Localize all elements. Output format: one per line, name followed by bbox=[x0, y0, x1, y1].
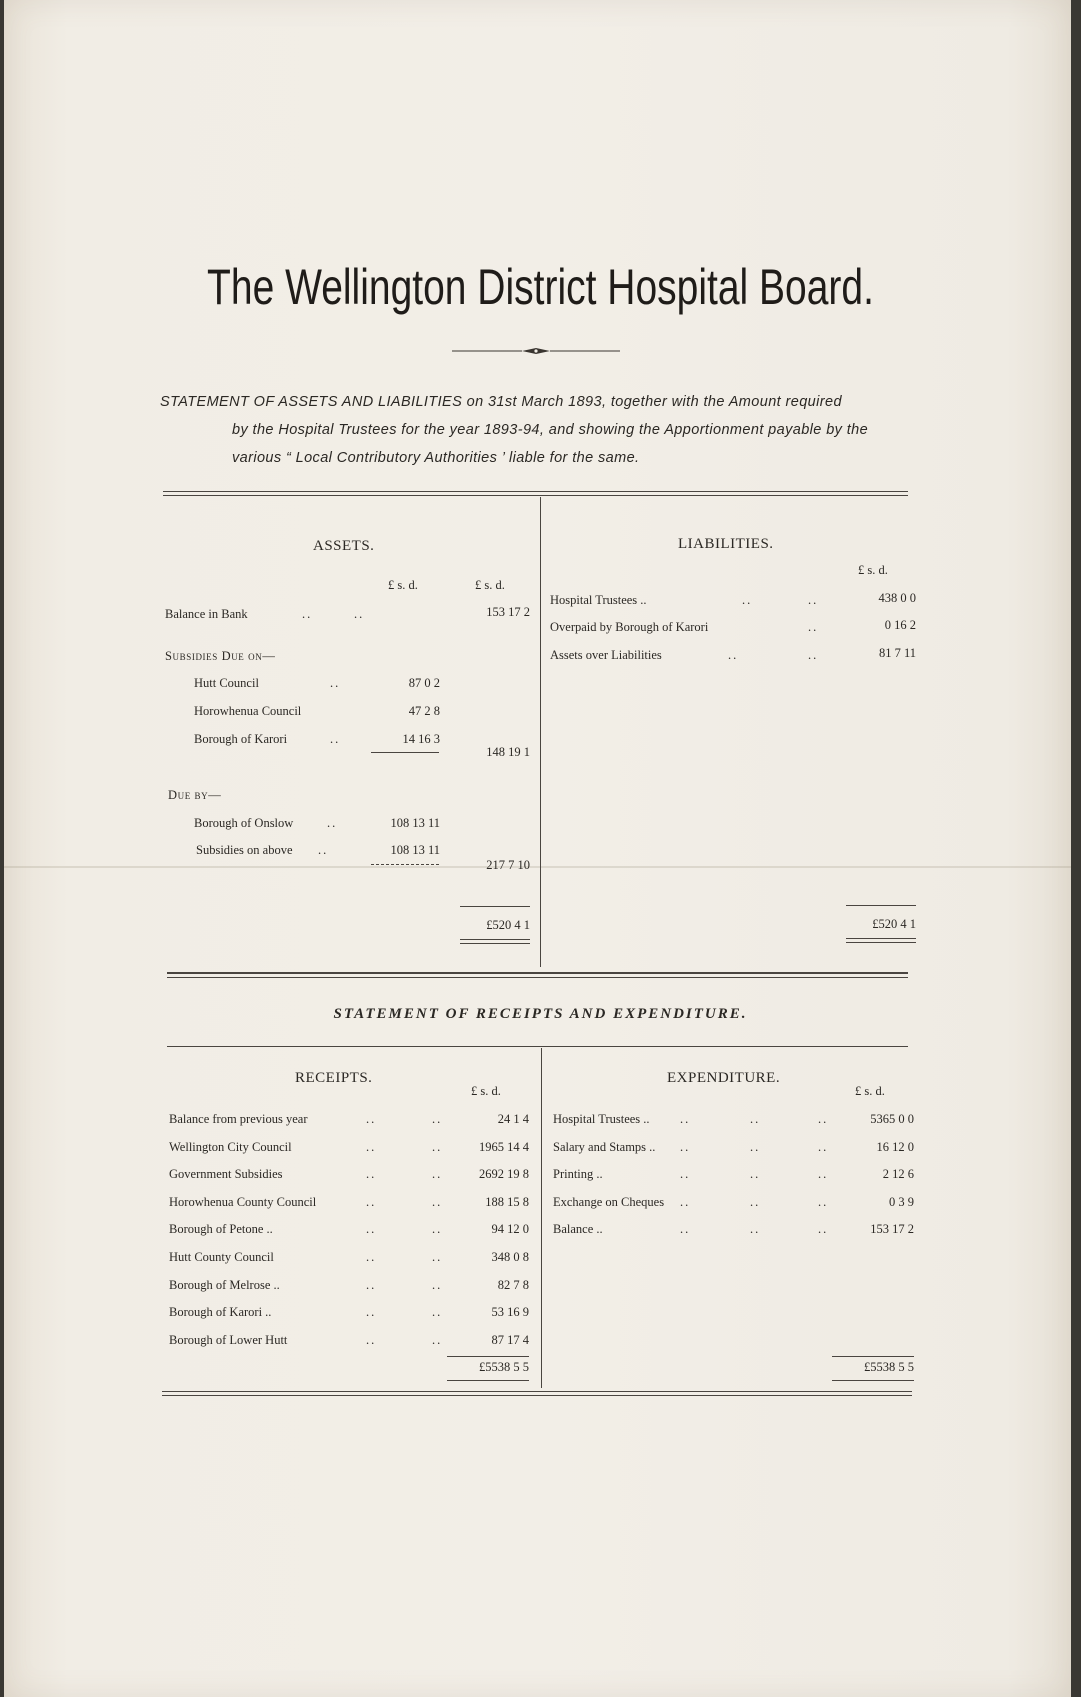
rule-top-2 bbox=[163, 495, 908, 496]
leader-dots: .. bbox=[432, 1332, 443, 1347]
due-by-subtotal-rule bbox=[371, 864, 439, 865]
leader-dots: .. bbox=[432, 1250, 443, 1264]
leader-dots: .. bbox=[432, 1277, 443, 1292]
subsidy-horowhenua-label: Horowhenua Council bbox=[194, 704, 302, 718]
expenditure-total-rule-top bbox=[832, 1356, 914, 1357]
receipts-row-value: 188 15 8 bbox=[485, 1194, 529, 1209]
expenditure-total: £5538 5 5 bbox=[864, 1360, 914, 1374]
leader-dots: .. bbox=[742, 593, 753, 607]
leader-dots: .. bbox=[366, 1250, 377, 1264]
expenditure-row-value: 2 12 6 bbox=[882, 1167, 914, 1182]
leader-dots: .. bbox=[432, 1167, 443, 1182]
expenditure-col-head: £ s. d. bbox=[855, 1084, 885, 1098]
liabilities-total: £520 4 1 bbox=[872, 917, 916, 931]
liabilities-heading: LIABILITIES. bbox=[678, 536, 774, 552]
leader-dots: .. bbox=[432, 1112, 443, 1126]
intro-line-1: STATEMENT OF ASSETS AND LIABILITIES on 31st March 1893, together with the Amount required bbox=[160, 394, 842, 410]
expenditure-row-label: Salary and Stamps .. bbox=[553, 1139, 656, 1154]
receipts-total: £5538 5 5 bbox=[479, 1360, 529, 1374]
leader-dots: .. bbox=[680, 1167, 691, 1182]
receipts-row-value: 348 0 8 bbox=[491, 1250, 529, 1264]
receipts-row-label: Hutt County Council bbox=[169, 1250, 274, 1264]
leader-dots: .. bbox=[818, 1167, 829, 1182]
balance-in-bank-label: Balance in Bank bbox=[165, 607, 248, 621]
leader-dots: .. bbox=[432, 1222, 443, 1237]
subsidies-subtotal-rule bbox=[371, 752, 439, 753]
leader-dots: .. bbox=[680, 1194, 691, 1209]
receipts-row-label: Borough of Petone .. bbox=[169, 1222, 273, 1237]
leader-dots: .. bbox=[728, 648, 739, 662]
assets-col-head-2: £ s. d. bbox=[475, 578, 505, 592]
subsidies-total: 148 19 1 bbox=[486, 745, 530, 759]
receipts-row-value: 53 16 9 bbox=[491, 1305, 529, 1320]
receipts-row-value: 87 17 4 bbox=[491, 1332, 529, 1347]
receipts-total-rule-bottom bbox=[447, 1380, 529, 1381]
subsidy-karori-value: 14 16 3 bbox=[402, 732, 440, 746]
leader-dots: .. bbox=[366, 1167, 377, 1182]
liability-assets-over-value: 81 7 11 bbox=[878, 646, 916, 660]
receipts-row-label: Borough of Lower Hutt bbox=[169, 1332, 288, 1347]
expenditure-row-value: 0 3 9 bbox=[889, 1194, 914, 1209]
receipts-row-value: 82 7 8 bbox=[497, 1277, 529, 1292]
leader-dots: .. bbox=[818, 1112, 829, 1126]
leader-dots: .. bbox=[432, 1305, 443, 1320]
intro-line-2: by the Hospital Trustees for the year 1893-94, and showing the Apportionment payable by the bbox=[232, 422, 869, 438]
leader-dots: .. bbox=[432, 1194, 443, 1209]
leader-dots: .. bbox=[432, 1139, 443, 1154]
leader-dots: .. bbox=[750, 1139, 761, 1154]
leader-dots: .. bbox=[818, 1139, 829, 1154]
assets-total-rule-top bbox=[460, 906, 530, 907]
leader-dots: .. bbox=[366, 1277, 377, 1292]
liability-trustees-value: 438 0 0 bbox=[878, 591, 916, 605]
due-onslow-label: Borough of Onslow bbox=[194, 816, 294, 830]
leader-dots: .. bbox=[818, 1194, 829, 1209]
rule-bottom-2 bbox=[162, 1395, 912, 1396]
rule-top bbox=[163, 491, 908, 492]
receipts-row-label: Horowhenua County Council bbox=[169, 1194, 317, 1209]
leader-dots: .. bbox=[330, 732, 341, 746]
leader-dots: .. bbox=[366, 1222, 377, 1237]
intro-line-3: various “ Local Contributory Authorities ’ liable for the same. bbox=[232, 450, 640, 466]
rule-bottom bbox=[162, 1391, 912, 1392]
leader-dots: .. bbox=[366, 1112, 377, 1126]
liability-karori-label: Overpaid by Borough of Karori bbox=[550, 620, 709, 634]
fold-line bbox=[4, 866, 1071, 868]
liabilities-total-rule-top bbox=[846, 905, 916, 906]
leader-dots: .. bbox=[750, 1222, 761, 1237]
assets-col-head-1: £ s. d. bbox=[388, 578, 418, 592]
leader-dots: .. bbox=[330, 676, 341, 690]
liability-assets-over-label: Assets over Liabilities bbox=[550, 648, 662, 662]
receipts-row-value: 94 12 0 bbox=[491, 1222, 529, 1237]
subsidies-due-label: Subsidies Due on— bbox=[165, 649, 276, 663]
rule-middle-2 bbox=[167, 977, 908, 978]
due-by-label: Due by— bbox=[168, 788, 222, 802]
subsidy-hutt-label: Hutt Council bbox=[194, 676, 259, 690]
due-onslow-value: 108 13 11 bbox=[390, 816, 440, 830]
assets-total-rule-bottom-2 bbox=[460, 943, 530, 944]
receipts-row-value: 2692 19 8 bbox=[479, 1167, 529, 1182]
expenditure-row-label: Printing .. bbox=[553, 1167, 603, 1182]
document-title: The Wellington District Hospital Board. bbox=[207, 259, 874, 315]
leader-dots: .. bbox=[808, 593, 819, 607]
title-ornament-divider bbox=[452, 347, 620, 355]
receipts-row-label: Wellington City Council bbox=[169, 1139, 292, 1154]
subsidy-hutt-value: 87 0 2 bbox=[408, 676, 440, 690]
liability-karori-value: 0 16 2 bbox=[884, 618, 916, 632]
expenditure-row-value: 5365 0 0 bbox=[870, 1112, 914, 1126]
expenditure-total-rule-bottom bbox=[832, 1380, 914, 1381]
leader-dots: .. bbox=[366, 1139, 377, 1154]
receipts-row-value: 24 1 4 bbox=[497, 1112, 529, 1126]
receipts-heading: RECEIPTS. bbox=[295, 1070, 373, 1086]
leader-dots: .. bbox=[750, 1167, 761, 1182]
leader-dots: .. bbox=[680, 1222, 691, 1237]
leader-dots: .. bbox=[680, 1112, 691, 1126]
subsidy-karori-label: Borough of Karori bbox=[194, 732, 288, 746]
expenditure-row-value: 153 17 2 bbox=[870, 1222, 914, 1237]
liabilities-col-head: £ s. d. bbox=[858, 563, 888, 577]
expenditure-row-value: 16 12 0 bbox=[876, 1139, 914, 1154]
due-subsidies-label: Subsidies on above bbox=[196, 843, 293, 857]
receipts-expenditure-title: STATEMENT OF RECEIPTS AND EXPENDITURE. bbox=[333, 1006, 748, 1022]
assets-total-rule-bottom bbox=[460, 939, 530, 940]
leader-dots: .. bbox=[818, 1222, 829, 1237]
subsidy-horowhenua-value: 47 2 8 bbox=[408, 704, 440, 718]
leader-dots: .. bbox=[680, 1139, 691, 1154]
leader-dots: .. bbox=[750, 1112, 761, 1126]
assets-liabilities-divider bbox=[540, 497, 541, 967]
rule-middle bbox=[167, 972, 908, 974]
receipts-expenditure-divider bbox=[541, 1048, 542, 1388]
leader-dots: .. bbox=[366, 1194, 377, 1209]
receipts-row-label: Borough of Karori .. bbox=[169, 1305, 272, 1320]
assets-heading: ASSETS. bbox=[313, 538, 375, 554]
leader-dots: .. bbox=[354, 607, 365, 621]
liabilities-total-rule-bottom-2 bbox=[846, 942, 916, 943]
rule-receipts-top bbox=[167, 1046, 908, 1047]
receipts-total-rule-top bbox=[447, 1356, 529, 1357]
leader-dots: .. bbox=[327, 816, 338, 830]
receipts-row-label: Government Subsidies bbox=[169, 1167, 283, 1182]
leader-dots: .. bbox=[366, 1332, 377, 1347]
expenditure-heading: EXPENDITURE. bbox=[667, 1070, 781, 1086]
leader-dots: .. bbox=[366, 1305, 377, 1320]
expenditure-row-label: Balance .. bbox=[553, 1222, 603, 1237]
liabilities-total-rule-bottom bbox=[846, 938, 916, 939]
receipts-col-head: £ s. d. bbox=[471, 1084, 501, 1098]
assets-total: £520 4 1 bbox=[486, 918, 530, 932]
leader-dots: .. bbox=[808, 620, 819, 634]
due-subsidies-value: 108 13 11 bbox=[390, 843, 440, 857]
document-page bbox=[4, 0, 1071, 1697]
expenditure-row-label: Exchange on Cheques bbox=[553, 1194, 665, 1209]
statement-intro bbox=[160, 388, 920, 472]
balance-in-bank-value: 153 17 2 bbox=[486, 605, 530, 619]
receipts-row-label: Balance from previous year bbox=[169, 1112, 308, 1126]
receipts-row-value: 1965 14 4 bbox=[479, 1139, 529, 1154]
leader-dots: .. bbox=[318, 843, 329, 857]
leader-dots: .. bbox=[808, 648, 819, 662]
leader-dots: .. bbox=[750, 1194, 761, 1209]
receipts-row-label: Borough of Melrose .. bbox=[169, 1277, 280, 1292]
leader-dots: .. bbox=[302, 607, 313, 621]
expenditure-row-label: Hospital Trustees .. bbox=[553, 1112, 650, 1126]
due-by-total: 217 7 10 bbox=[486, 858, 530, 872]
liability-trustees-label: Hospital Trustees .. bbox=[550, 593, 647, 607]
